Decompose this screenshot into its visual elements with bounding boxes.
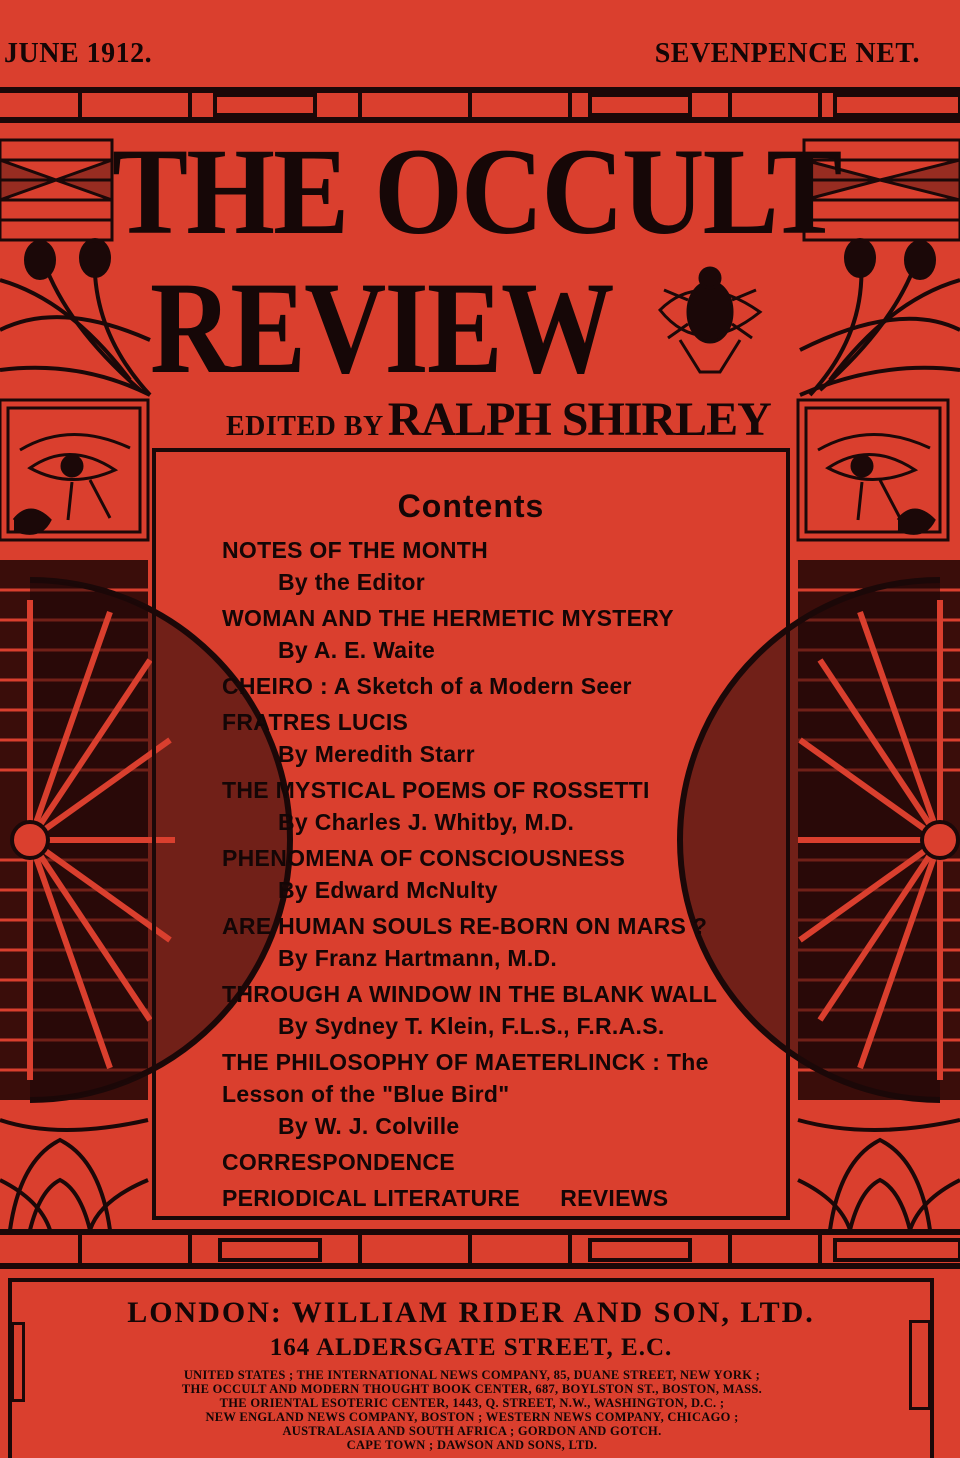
toc-author: By the Editor <box>278 569 426 595</box>
table-of-contents <box>222 534 782 1218</box>
contents-box <box>152 448 790 1220</box>
toc-author: By A. E. Waite <box>278 637 436 663</box>
issue-price: SEVENPENCE NET. <box>654 38 920 69</box>
toc-entry <box>222 910 782 974</box>
agent-line: THE ORIENTAL ESOTERIC CENTER, 1443, Q. STREET, N.W., WASHINGTON, D.C. ; <box>219 1396 725 1410</box>
toc-author: By Sydney T. Klein, F.L.S., F.R.A.S. <box>278 1013 665 1039</box>
eye-of-horus-icon <box>798 400 948 540</box>
toc-title: THE PHILOSOPHY OF MAETERLINCK : The Lesson of the "Blue Bird" <box>222 1049 709 1107</box>
eye-of-horus-icon <box>0 400 148 540</box>
editor-credit <box>226 392 771 447</box>
toc-title: PERIODICAL LITERATURE REVIEWS <box>222 1185 669 1211</box>
toc-entry <box>222 602 782 666</box>
toc-entry <box>222 670 782 702</box>
toc-title: THE MYSTICAL POEMS OF ROSSETTI <box>222 777 650 803</box>
toc-author: By Edward McNulty <box>278 877 498 903</box>
publisher-footer <box>8 1278 934 1458</box>
agent-line: AUSTRALASIA AND SOUTH AFRICA ; GORDON AND GOTCH. <box>282 1424 662 1438</box>
agents-list <box>32 1368 912 1452</box>
toc-title: FRATRES LUCIS <box>222 709 409 735</box>
toc-title: PHENOMENA OF CONSCIOUSNESS <box>222 845 626 871</box>
toc-author: By Franz Hartmann, M.D. <box>278 945 558 971</box>
publisher-address: 164 ALDERSGATE STREET, E.C. <box>269 1334 673 1361</box>
agent-line: THE OCCULT AND MODERN THOUGHT BOOK CENTER, 687, BOYLSTON ST., BOSTON, MASS. <box>181 1382 763 1396</box>
lotus-icon <box>0 1120 148 1230</box>
toc-entry <box>222 978 782 1042</box>
lotus-icon <box>800 240 960 395</box>
toc-title: CHEIRO : A Sketch of a Modern Seer <box>222 673 632 699</box>
striped-panel-left <box>0 140 112 240</box>
editor-name: RALPH SHIRLEY <box>387 393 771 446</box>
lotus-icon <box>798 1120 960 1230</box>
toc-author: By Meredith Starr <box>278 741 475 767</box>
toc-entry <box>222 1046 782 1142</box>
issue-date: JUNE 1912. <box>4 38 153 69</box>
agent-line: NEW ENGLAND NEWS COMPANY, BOSTON ; WESTERN NEWS COMPANY, CHICAGO ; <box>205 1410 739 1424</box>
masthead-title-line-2: REVIEW <box>150 254 613 401</box>
toc-entry <box>222 534 782 598</box>
agent-line: CAPE TOWN ; DAWSON AND SONS, LTD. <box>346 1438 598 1452</box>
toc-entry <box>222 774 782 838</box>
toc-author: By Charles J. Whitby, M.D. <box>278 809 575 835</box>
agent-line: UNITED STATES ; THE INTERNATIONAL NEWS COMPANY, 85, DUANE STREET, NEW YORK ; <box>183 1368 761 1382</box>
toc-entry <box>222 1182 782 1214</box>
contents-heading: Contents <box>397 488 545 524</box>
toc-title: NOTES OF THE MONTH <box>222 537 489 563</box>
toc-entry <box>222 706 782 770</box>
toc-title: THROUGH A WINDOW IN THE BLANK WALL <box>222 981 718 1007</box>
toc-entry <box>222 1146 782 1178</box>
toc-title: ARE HUMAN SOULS RE-BORN ON MARS ? <box>222 913 708 939</box>
toc-entry <box>222 842 782 906</box>
toc-title: CORRESPONDENCE <box>222 1149 455 1175</box>
publisher-name: LONDON: WILLIAM RIDER AND SON, LTD. <box>127 1296 815 1329</box>
toc-title: WOMAN AND THE HERMETIC MYSTERY <box>222 605 674 631</box>
scarab-icon <box>660 268 760 372</box>
edited-by-label: EDITED BY <box>226 411 384 442</box>
toc-author: By W. J. Colville <box>278 1113 460 1139</box>
masthead-title-line-1: THE OCCULT <box>112 123 841 260</box>
cover-header <box>0 38 960 68</box>
lotus-icon <box>0 240 150 395</box>
